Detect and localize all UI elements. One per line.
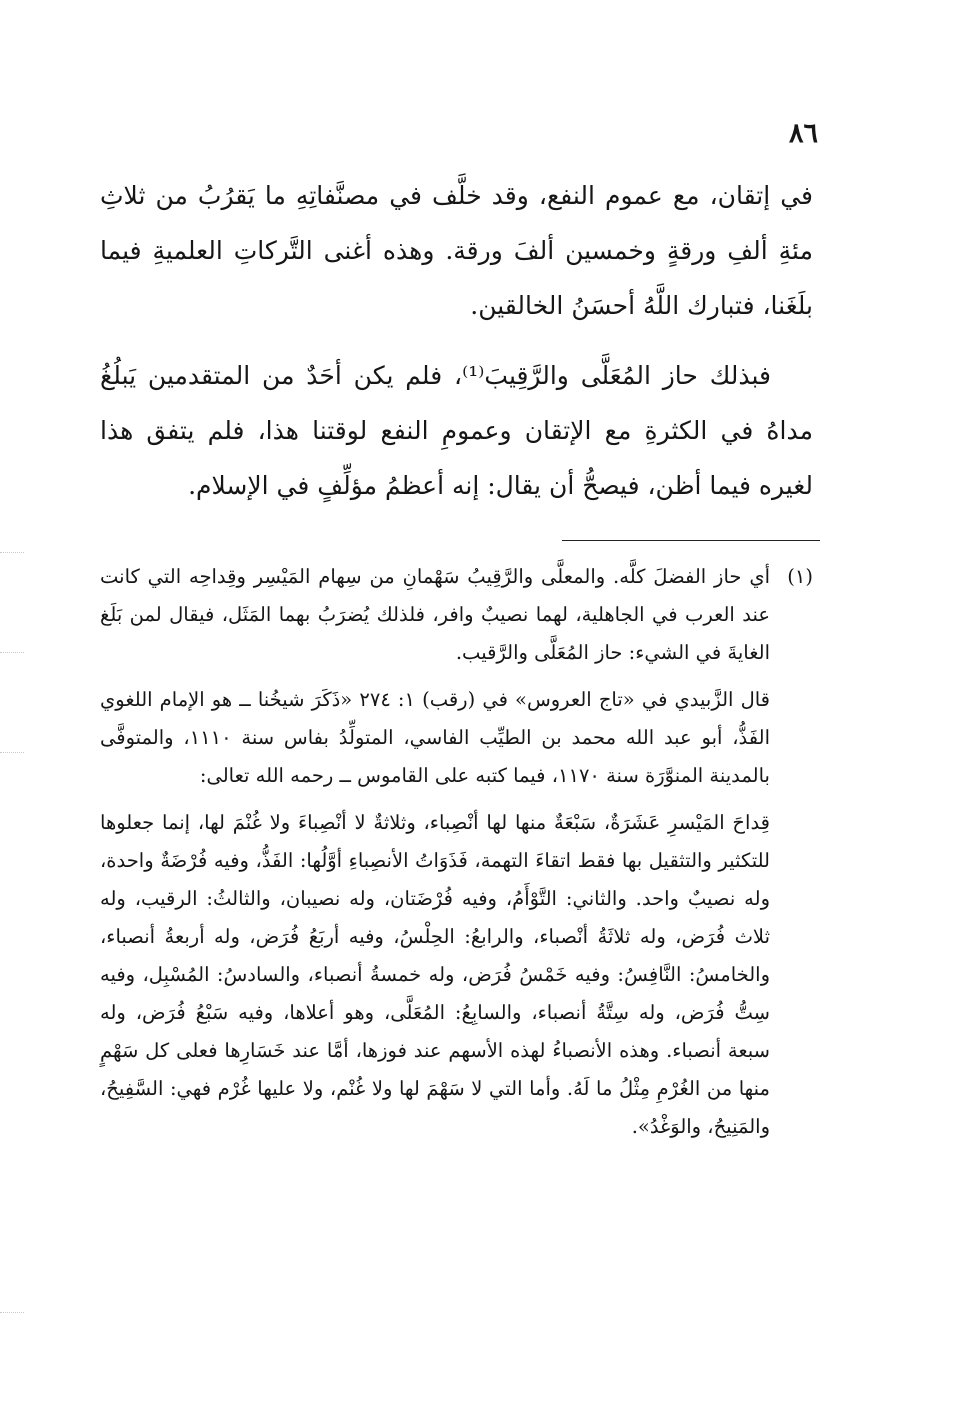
scan-edge-mark <box>0 752 24 753</box>
footnote-marker: (١) <box>787 565 813 588</box>
scan-edge-mark <box>0 552 24 553</box>
main-text-block <box>100 168 813 513</box>
footnote-paragraph: أي حاز الفضلَ كلَّه. والمعلَّى والرَّقِيبُ سَهْمانِ من سِهام المَيْسِر وقِداحِه التي كانت عند العرب في الجاهلية، لهما نصيبٌ وافر، فلذلك يُضرَبُ بهما المَثَل، فيقال لمن بَلَغ الغايةَ في الشيء: حاز المُعَلَّى والرَّقيب. <box>100 565 770 664</box>
body-paragraph: فبذلك حاز المُعَلَّى والرَّقِيبَ⁽¹⁾، فلم يكن أحَدٌ من المتقدمين يَبلُغُ مداهُ في الكثرةِ مع الإتقان وعمومِ النفع لوقتنا هذا، فلم يتفق هذا لغيره فيما أظن، فيصحُّ أن يقال: إنه أعظمُ مؤلِّفٍ في الإسلام. <box>100 361 813 500</box>
footnote <box>100 558 813 1146</box>
scan-edge-mark <box>0 652 24 653</box>
body-paragraph: في إتقان، مع عموم النفع، وقد خلَّف في مصنَّفاتِهِ ما يَقرُبُ من ثلاثِ مئةِ ألفِ ورقةٍ وخمسين ألفَ ورقة. وهذه أغنى التَّركاتِ العلميةِ فيما بلَغَنا، فتبارك اللَّهُ أحسَنُ الخالقين. <box>100 181 813 320</box>
footnote-separator <box>562 540 820 541</box>
footnote-paragraph: قال الزَّبيدي في «تاج العروس» في (رقب) ١: ٢٧٤ «ذَكَرَ شيخُنا ــ هو الإمام اللغوي الفَذُّ، أبو عبد الله محمد بن الطيِّب الفاسي، المتولِّدُ بفاس سنة ١١١٠، والمتوفَّى بالمدينة المنوَّرَة سنة ١١٧٠، فيما كتبه على القاموس ــ رحمه الله تعالى: <box>100 688 771 787</box>
footnotes-block <box>100 558 813 1146</box>
page-number: ٨٦ <box>788 118 818 149</box>
scan-edge-mark <box>0 1312 24 1313</box>
footnote-body <box>100 558 770 1146</box>
footnote-paragraph: قِداحَ المَيْسرِ عَشَرَةٌ، سَبْعَةٌ منها لها أنْصِباء، وثلاثةٌ لا أنْصِباءَ ولا غُنْمَ لها، إنما جعلوها للتكثير والتثقيل بها فقط اتقاءَ التهمة، فَذَوَاتُ الأنصِباءِ أوَّلُها: الفَذُّ، وفيه فُرْضَةٌ واحدة، وله نصيبٌ واحد. والثاني: التَّوْأَمُ، وفيه فُرْضَتان، وله نصيبان، والثالثُ: الرقيب، وله ثلاث فُرَض، وله ثلاثَةُ أنْصباء، والرابعُ: الحِلْسُ، وفيه أربَعُ فُرَض، وله أربعةُ أنصباء، والخامسُ: النَّافِسُ: وفيه خَمْسُ فُرَض، وله خمسةُ أنصباء، والسادسُ: المُسْبِل، وفيه سِتُّ فُرَض، وله سِتَّةُ أنصباء، والسابِعُ: المُعَلَّى، وهو أعلاها، وفيه سَبْعُ فُرَض، وله سبعة أنصباء. وهذه الأنصباءُ لهذه الأسهم عند فوزها، أمَّا عند خَسَارِها فعلى كل سَهْمٍ منها من الغُرْمِ مِثْلُ ما لَهُ. وأما التي لا سَهْمَ لها ولا غُنْم، ولا عليها غُرْم فهي: السَّفِيحُ، والمَنِيحُ، والوَغْدُ». <box>100 811 770 1138</box>
